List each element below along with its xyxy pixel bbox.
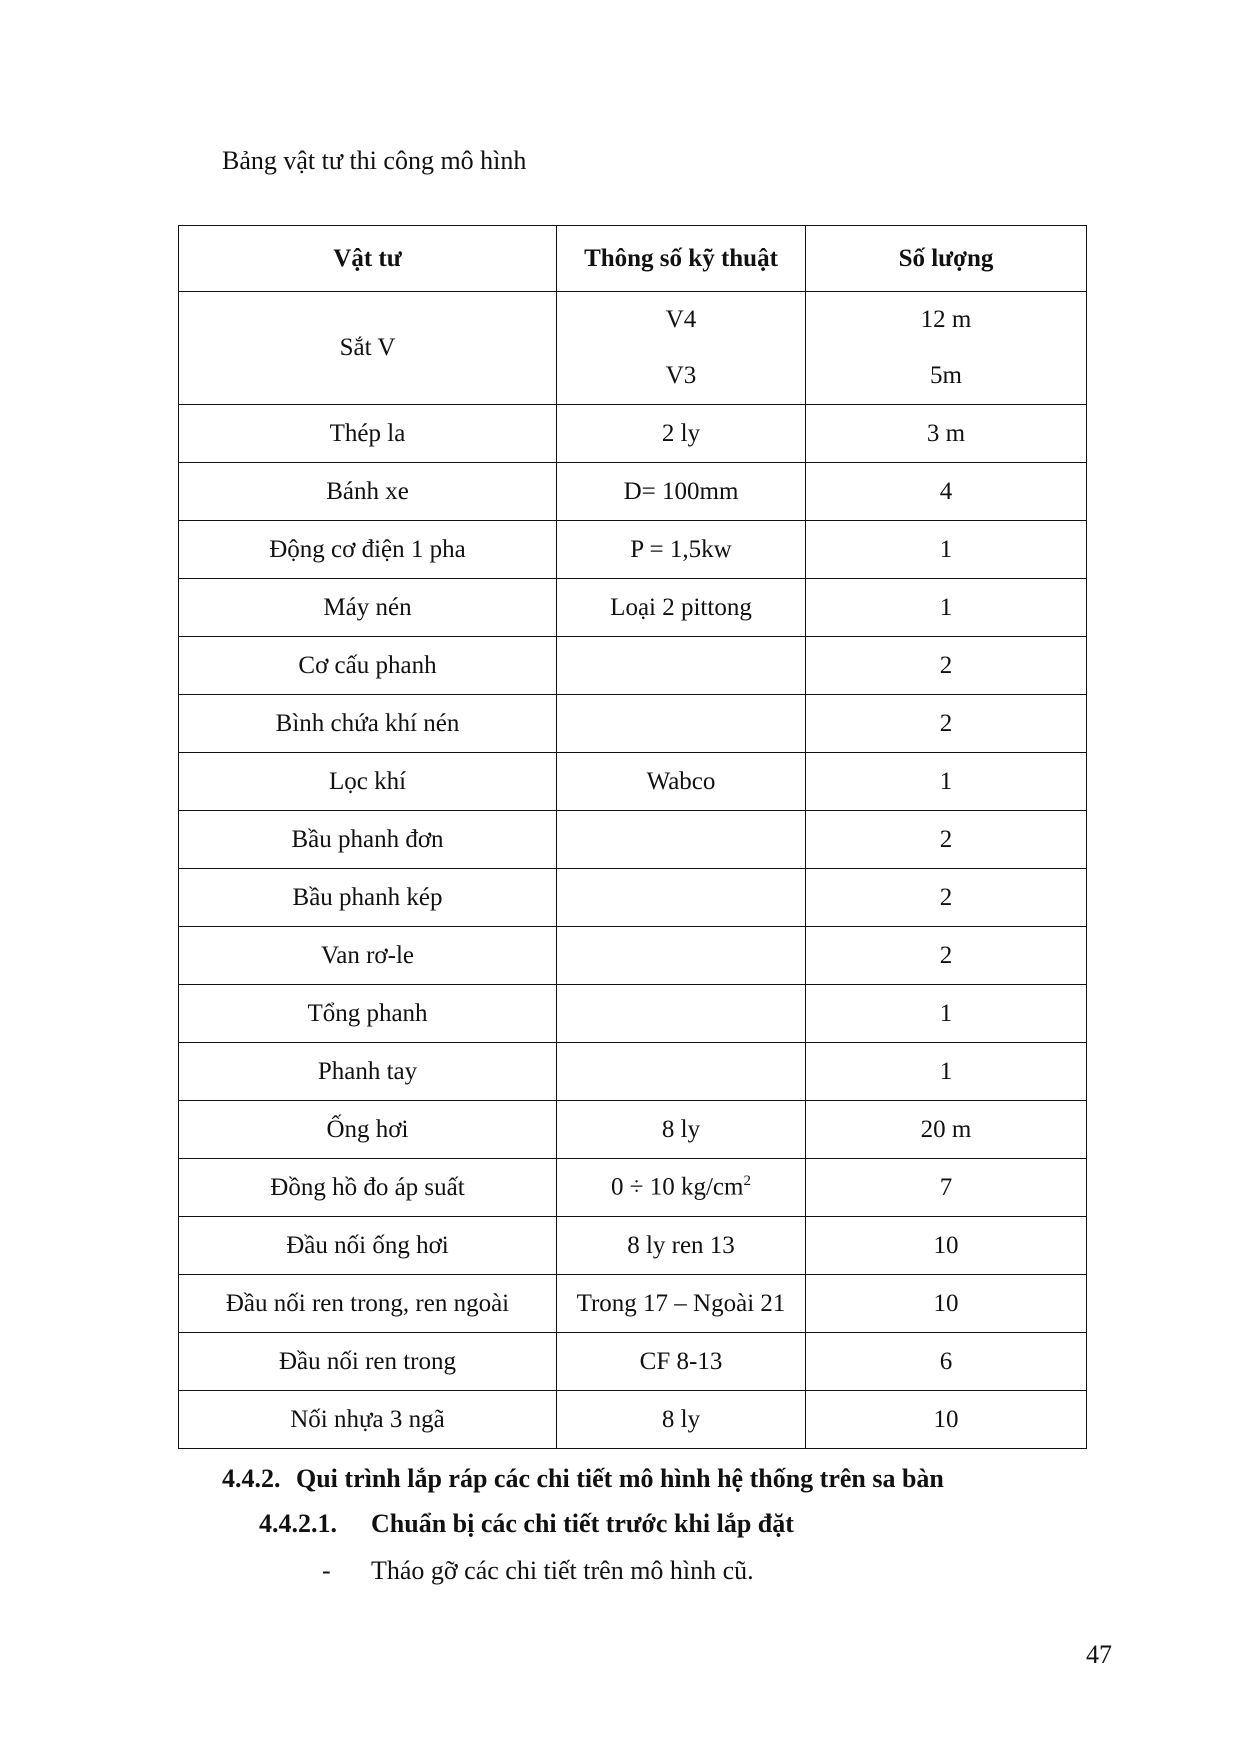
table-row <box>179 695 1087 753</box>
quantity-cell: 1 <box>806 579 1087 637</box>
spec-cell <box>557 463 806 521</box>
spec-cell <box>557 1217 806 1275</box>
table-row <box>179 637 1087 695</box>
spec-cell <box>557 927 806 985</box>
spec-cell <box>557 869 806 927</box>
quantity-cell: 2 <box>806 695 1087 753</box>
spec-value: 8 ly <box>661 1405 701 1433</box>
spec-value: 8 ly ren 13 <box>627 1231 735 1259</box>
table-row <box>179 753 1087 811</box>
table-row <box>179 1101 1087 1159</box>
page-number: 47 <box>1086 1640 1112 1669</box>
section-number: 4.4.2. <box>222 1464 281 1493</box>
table-row <box>179 1217 1087 1275</box>
section-heading-4-4-2-1 <box>259 1509 794 1539</box>
quantity-cell: 10 <box>806 1217 1087 1275</box>
material-cell: Sắt V <box>179 292 557 405</box>
spec-cell <box>557 1275 806 1333</box>
table-row <box>179 521 1087 579</box>
table-row <box>179 579 1087 637</box>
spec-cell <box>557 405 806 463</box>
table-header-row <box>179 226 1087 292</box>
bullet-marker: - <box>322 1556 331 1585</box>
material-cell: Phanh tay <box>179 1043 557 1101</box>
table-row <box>179 811 1087 869</box>
table-row <box>179 869 1087 927</box>
table-row <box>179 292 1087 405</box>
bullet-text: Tháo gỡ các chi tiết trên mô hình cũ. <box>371 1556 754 1585</box>
spec-cell <box>557 579 806 637</box>
quantity-cell: 2 <box>806 869 1087 927</box>
materials-table <box>178 225 1087 1449</box>
table-row <box>179 405 1087 463</box>
quantity-cell: 10 <box>806 1391 1087 1449</box>
spec-cell <box>557 811 806 869</box>
quantity-cell: 7 <box>806 1159 1087 1217</box>
material-cell: Máy nén <box>179 579 557 637</box>
quantity-cell: 4 <box>806 463 1087 521</box>
spec-value: V4 <box>665 306 697 333</box>
table-row <box>179 1275 1087 1333</box>
quantity-cell: 3 m <box>806 405 1087 463</box>
spec-cell <box>557 753 806 811</box>
table-row <box>179 1043 1087 1101</box>
quantity-cell: 1 <box>806 521 1087 579</box>
quantity-cell: 10 <box>806 1275 1087 1333</box>
table-row <box>179 463 1087 521</box>
table-caption: Bảng vật tư thi công mô hình <box>222 146 527 175</box>
material-cell: Bầu phanh kép <box>179 869 557 927</box>
spec-value: P = 1,5kw <box>630 535 732 563</box>
material-cell: Lọc khí <box>179 753 557 811</box>
spec-superscript: 2 <box>743 1173 751 1190</box>
quantity-value: 5m <box>930 362 962 389</box>
spec-value: Wabco <box>646 767 716 795</box>
section-title: Qui trình lắp ráp các chi tiết mô hình hệ thống trên sa bàn <box>296 1464 944 1493</box>
spec-cell <box>557 1391 806 1449</box>
spec-value: D= 100mm <box>623 477 739 505</box>
spec-cell <box>557 695 806 753</box>
subsection-number: 4.4.2.1. <box>259 1509 337 1538</box>
subsection-title: Chuẩn bị các chi tiết trước khi lắp đặt <box>371 1509 794 1538</box>
spec-cell <box>557 292 806 405</box>
material-cell: Cơ cấu phanh <box>179 637 557 695</box>
spec-cell <box>557 521 806 579</box>
spec-cell <box>557 1333 806 1391</box>
material-cell: Tổng phanh <box>179 985 557 1043</box>
table-row <box>179 927 1087 985</box>
spec-cell <box>557 1043 806 1101</box>
material-cell: Bình chứa khí nén <box>179 695 557 753</box>
material-cell: Đầu nối ống hơi <box>179 1217 557 1275</box>
table-row <box>179 1391 1087 1449</box>
quantity-cell: 1 <box>806 753 1087 811</box>
table-row <box>179 1333 1087 1391</box>
spec-cell <box>557 1101 806 1159</box>
spec-cell <box>557 1159 806 1217</box>
material-cell: Thép la <box>179 405 557 463</box>
header-spec: Thông số kỹ thuật <box>557 226 806 292</box>
quantity-cell: 1 <box>806 985 1087 1043</box>
quantity-cell: 20 m <box>806 1101 1087 1159</box>
material-cell: Bánh xe <box>179 463 557 521</box>
spec-value: CF 8-13 <box>639 1347 723 1375</box>
spec-value: Trong 17 – Ngoài 21 <box>576 1289 786 1317</box>
spec-value: 8 ly <box>661 1115 701 1143</box>
quantity-cell: 2 <box>806 927 1087 985</box>
bullet-item <box>322 1556 754 1586</box>
material-cell: Động cơ điện 1 pha <box>179 521 557 579</box>
quantity-cell: 2 <box>806 637 1087 695</box>
table-row <box>179 985 1087 1043</box>
material-cell: Bầu phanh đơn <box>179 811 557 869</box>
spec-value: 0 ÷ 10 kg/cm <box>611 1173 744 1201</box>
header-quantity: Số lượng <box>806 226 1087 292</box>
material-cell: Nối nhựa 3 ngã <box>179 1391 557 1449</box>
spec-cell <box>557 637 806 695</box>
quantity-cell: 6 <box>806 1333 1087 1391</box>
section-heading-4-4-2 <box>222 1464 944 1494</box>
spec-value: Loại 2 pittong <box>610 593 752 621</box>
material-cell: Ống hơi <box>179 1101 557 1159</box>
material-cell: Van rơ-le <box>179 927 557 985</box>
spec-cell <box>557 985 806 1043</box>
quantity-cell <box>806 292 1087 405</box>
table-row <box>179 1159 1087 1217</box>
header-material: Vật tư <box>179 226 557 292</box>
spec-value: V3 <box>665 362 697 389</box>
material-cell: Đầu nối ren trong <box>179 1333 557 1391</box>
quantity-value: 12 m <box>920 306 972 333</box>
spec-value: 2 ly <box>661 419 701 447</box>
material-cell: Đầu nối ren trong, ren ngoài <box>179 1275 557 1333</box>
quantity-cell: 2 <box>806 811 1087 869</box>
quantity-cell: 1 <box>806 1043 1087 1101</box>
material-cell: Đồng hồ đo áp suất <box>179 1159 557 1217</box>
